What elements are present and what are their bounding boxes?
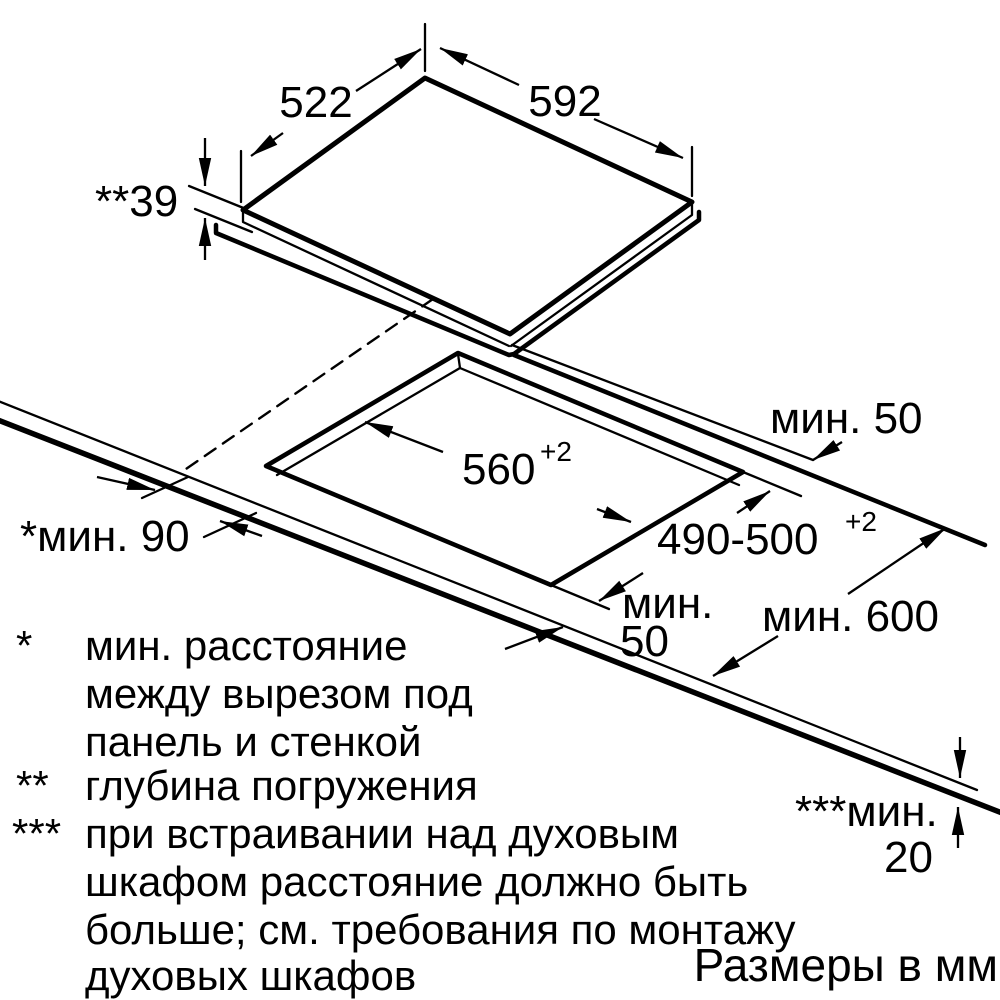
label-560-tolerance: +2: [540, 436, 572, 467]
arrow-592-lower: [594, 119, 683, 158]
footnote-star3-line2: шкафом расстояние должно быть: [85, 858, 749, 905]
footnote-star1-line2: между вырезом под: [85, 670, 473, 717]
footnote-star2-marker: **: [16, 762, 49, 809]
arrow-592-upper: [440, 48, 519, 85]
arrow-522-upper: [356, 49, 421, 91]
dimension-extension-lines: [142, 24, 692, 537]
projection-dashed-line: [183, 299, 433, 471]
label-min-50-rear: мин. 50: [770, 394, 923, 443]
footnote-star1-line1: мин. расстояние: [85, 622, 408, 669]
footnote-star1-marker: *: [16, 622, 33, 669]
label-490-500: 490-500: [657, 515, 819, 564]
units-label: Размеры в мм: [693, 939, 998, 991]
label-min-20-value: 20: [884, 833, 933, 882]
footnote-star3-line1: при встраивании над духовым: [85, 810, 679, 857]
cutout-right-extension-line: [743, 472, 801, 496]
label-592: 592: [528, 77, 602, 126]
label-522: 522: [279, 78, 353, 127]
ext-39-upper: [189, 186, 246, 209]
label-min-90: *мин. 90: [20, 512, 190, 561]
footnote-star3-marker: ***: [12, 810, 62, 857]
footnote-star3-line3: больше; см. требования по монтажу: [85, 906, 796, 953]
footnote-star1-line3: панель и стенкой: [85, 718, 422, 765]
footnote-star3-line4: духовых шкафов: [85, 952, 417, 999]
label-560: 560: [462, 445, 536, 494]
arrow-min50-rear: [813, 442, 842, 460]
arrow-522-lower: [251, 133, 283, 156]
footnote-star2-line1: глубина погружения: [85, 762, 478, 809]
label-min-50-front-line1: мин.: [622, 579, 714, 628]
label-490-500-tolerance: +2: [845, 506, 877, 537]
arrow-560-lower: [597, 509, 631, 522]
label-min-50-front-line2: 50: [620, 617, 669, 666]
label-39: **39: [95, 177, 179, 226]
arrow-600-lower: [713, 636, 778, 676]
arrow-490-upper: [737, 491, 770, 513]
label-min-600: мин. 600: [762, 592, 939, 641]
label-min-20: ***мин.: [795, 787, 938, 836]
arrow-560-upper: [365, 422, 443, 452]
cutout-bottom-extension-line: [551, 585, 609, 609]
footnotes: [12, 622, 796, 999]
arrow-600-upper: [848, 528, 946, 594]
